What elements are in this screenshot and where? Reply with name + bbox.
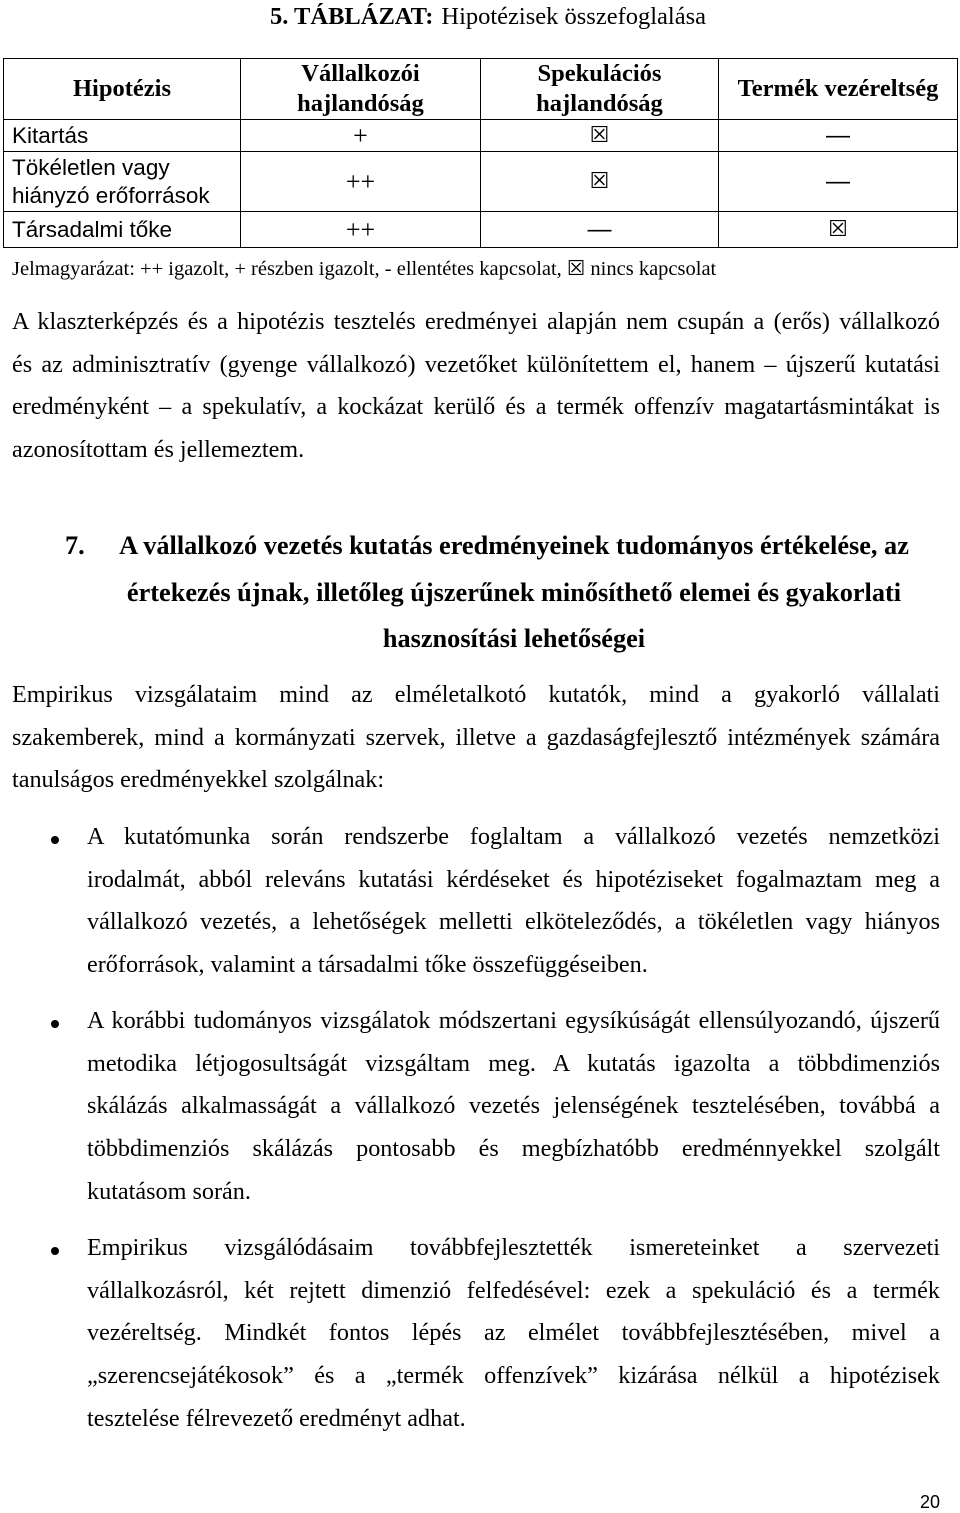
row-label: Tökéletlen vagy hiányzó erőforrások (4, 152, 241, 212)
heading-line: A vállalkozó vezetés kutatás eredményeinek tudományos értékelése, az (119, 531, 909, 560)
text-line: kutatásom során. (87, 1177, 251, 1205)
text-line: erőforrások, valamint a társadalmi tőke összefüggéseiben. (87, 951, 648, 979)
hypotheses-summary-table (3, 58, 958, 248)
table-header-row (4, 59, 958, 120)
page-number: 20 (919, 1492, 940, 1512)
list-item (87, 1227, 940, 1440)
text-line: A kutatómunka során rendszerbe foglaltam a vállalkozó vezetés nemzetközi (87, 823, 940, 850)
text-line: többdimenziós skálázás pontosabb és megbízhatóbb eredménnyekkel szolgált (87, 1135, 940, 1163)
table-cell: — (719, 152, 958, 212)
table-cell: ☒ (481, 120, 719, 152)
text-line: tanulságos eredményekkel szolgálnak: (12, 766, 385, 794)
text-line: Empirikus vizsgálataim mind az elméletalkotó kutatók, mind a gyakorló vállalati (12, 681, 940, 708)
text-line: A korábbi tudományos vizsgálatok módszertani egysíkúságát ellensúlyozandó, újszerű (87, 1007, 940, 1034)
list-item (87, 1000, 940, 1213)
table-cell: — (719, 120, 958, 152)
text-line: vezéreltség. Mindkét fontos lépés az elmélet továbbfejlesztésében, mivel a (87, 1319, 940, 1347)
header-product-orientation: Termék vezéreltség (719, 59, 958, 120)
text-line: és az adminisztratív (gyenge vállalkozó) vezetőket különítettem el, hanem – újszerű kutatási (12, 350, 940, 378)
text-line: tesztelése félrevezető eredményt adhat. (87, 1404, 466, 1432)
table-caption (270, 2, 706, 32)
text-line: eredményként – a spekulatív, a kockázat kerülő és a termék offenzív magatartásmintákat is (12, 393, 940, 421)
paragraph-clustering-results (12, 301, 940, 472)
bullet-icon (51, 1247, 59, 1255)
paragraph-empirical-intro (12, 674, 940, 802)
text-line: metodika létjogosultságát vizsgáltam meg. A kutatás igazolta a többdimenziós (87, 1049, 940, 1077)
bullet-icon (51, 1020, 59, 1028)
list-item (87, 816, 940, 987)
table-legend: Jelmagyarázat: ++ igazolt, + részben igazolt, - ellentétes kapcsolat, ☒ nincs kapcsolat (12, 258, 717, 280)
header-hypothesis: Hipotézis (4, 59, 241, 120)
text-line: vállalkozásról, két rejtett dimenzió felfedésével: ezek a spekuláció és a termék (87, 1276, 940, 1304)
section-heading (108, 523, 920, 663)
heading-line: hasznosítási lehetőségei (382, 624, 646, 653)
table-cell: ☒ (719, 212, 958, 248)
header-speculative-willingness: Spekulációs hajlandóság (481, 59, 719, 120)
table-cell: ++ (241, 152, 481, 212)
table-cell: ☒ (481, 152, 719, 212)
table-row (4, 212, 958, 248)
table-row (4, 152, 958, 212)
text-line: Empirikus vizsgálódásaim továbbfejlesztették ismereteinket a szervezeti (87, 1234, 940, 1261)
table-caption-label: 5. TÁBLÁZAT: (270, 3, 434, 30)
table-cell: + (241, 120, 481, 152)
section-number: 7. (65, 531, 85, 560)
text-line: irodalmát, abból releváns kutatási kérdéseket és hipotéziseket fogalmaztam meg a (87, 865, 940, 893)
row-label: Társadalmi tőke (4, 212, 241, 248)
row-label: Kitartás (4, 120, 241, 152)
text-line: azonosítottam és jellemeztem. (12, 436, 305, 464)
text-line: A klaszterképzés és a hipotézis tesztelés eredményei alapján nem csupán a (erős) vállalkozó (12, 308, 940, 335)
bullet-icon (51, 836, 59, 844)
text-line: szakemberek, mind a kormányzati szervek, illetve a gazdaságfejlesztő intézmények számára (12, 723, 940, 751)
heading-line: értekezés újnak, illetőleg újszerűnek minősíthető elemei és gyakorlati (126, 577, 902, 607)
header-entrepreneurial-willingness: Vállalkozói hajlandóság (241, 59, 481, 120)
table-cell: ++ (241, 212, 481, 248)
table-cell: — (481, 212, 719, 248)
table-row (4, 120, 958, 152)
text-line: vállalkozó vezetés, a lehetőségek melletti elköteleződés, a tökéletlen vagy hiányos (87, 908, 940, 936)
text-line: skálázás alkalmasságát a vállalkozó vezetés jelenségének tesztelésében, továbbá a (87, 1092, 940, 1120)
table-caption-text: Hipotézisek összefoglalása (441, 3, 707, 30)
text-line: „szerencsejátékosok” és a „termék offenzívek” kizárása nélkül a hipotézisek (87, 1362, 940, 1390)
